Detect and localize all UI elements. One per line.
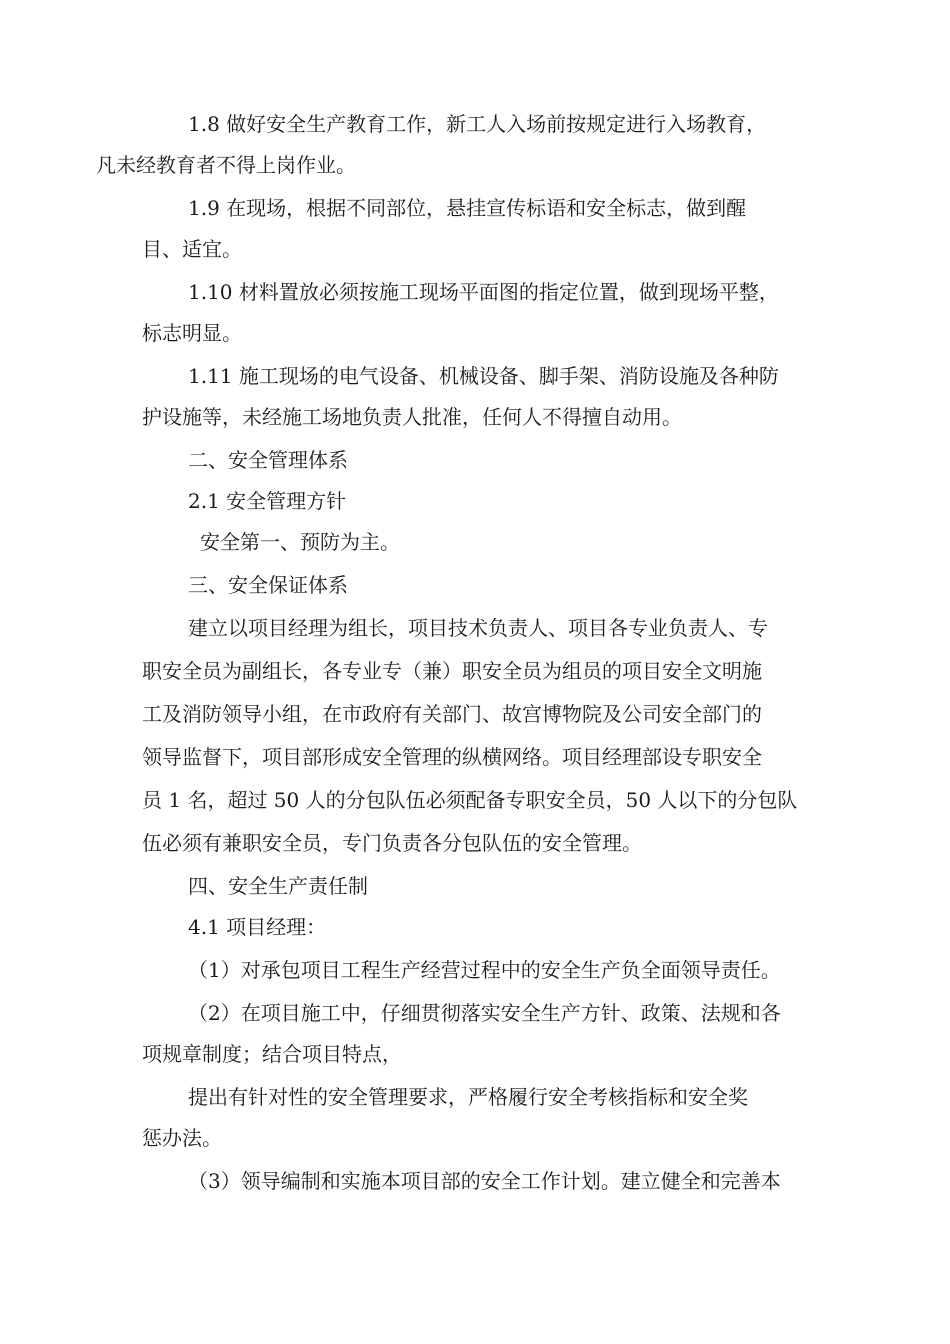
section-heading-3: 三、安全保证体系: [188, 573, 348, 597]
duty-item-2: [142, 993, 822, 1075]
duty-item-2b-line1: 提出有针对性的安全管理要求，严格履行安全考核指标和安全奖: [188, 1085, 748, 1109]
clause-1-11-line2: 护设施等，未经施工场地负责人批准，任何人不得擅自动用。: [142, 405, 682, 429]
clause-1-8-line1: 1.8 做好安全生产教育工作，新工人入场前按规定进行入场教育，: [188, 112, 767, 136]
para3-line3: 工及消防领导小组，在市政府有关部门、故宫博物院及公司安全部门的: [142, 702, 762, 726]
clause-1-10: [142, 272, 822, 354]
clause-1-11: [142, 356, 822, 438]
duty-item-2-line2: 项规章制度；结合项目特点，: [142, 1042, 402, 1066]
duty-item-3: （3）领导编制和实施本项目部的安全工作计划。建立健全和完善本: [188, 1169, 781, 1193]
clause-1-9-line2: 目、适宜。: [142, 237, 242, 261]
para3-line6: 伍必须有兼职安全员，专门负责各分包队伍的安全管理。: [142, 831, 642, 855]
clause-1-10-line2: 标志明显。: [142, 321, 242, 345]
safety-policy: 安全第一、预防为主。: [200, 530, 400, 554]
subsection-4-1: 4.1 项目经理：: [188, 915, 327, 939]
clause-1-9-line1: 1.9 在现场，根据不同部位，悬挂宣传标语和安全标志，做到醒: [188, 196, 747, 220]
para3-line5: 员 1 名，超过 50 人的分包队伍必须配备专职安全员，50 人以下的分包队: [142, 788, 798, 812]
clause-1-8-line2: 凡未经教育者不得上岗作业。: [96, 153, 356, 177]
clause-1-9: [142, 188, 822, 270]
clause-1-11-line1: 1.11 施工现场的电气设备、机械设备、脚手架、消防设施及各种防: [188, 364, 779, 388]
para3-line4: 领导监督下，项目部形成安全管理的纵横网络。项目经理部设专职安全: [142, 745, 762, 769]
duty-item-2-line1: （2）在项目施工中，仔细贯彻落实安全生产方针、政策、法规和各: [188, 1001, 781, 1025]
section-heading-4: 四、安全生产责任制: [188, 874, 368, 898]
subsection-2-1: 2.1 安全管理方针: [188, 489, 347, 513]
duty-item-2-continued: [142, 1077, 822, 1159]
para3-line1: 建立以项目经理为组长，项目技术负责人、项目各专业负责人、专: [188, 616, 768, 640]
clause-1-8: [96, 104, 822, 186]
duty-item-2b-line2: 惩办法。: [142, 1126, 222, 1150]
para3-line2: 职安全员为副组长，各专业专（兼）职安全员为组员的项目安全文明施: [142, 659, 762, 683]
duty-item-1: （1）对承包项目工程生产经营过程中的安全生产负全面领导责任。: [188, 958, 781, 982]
section-heading-2: 二、安全管理体系: [188, 448, 348, 472]
clause-1-10-line1: 1.10 材料置放必须按施工现场平面图的指定位置，做到现场平整，: [188, 280, 779, 304]
safety-system-paragraph: [142, 608, 822, 864]
document-body: [96, 104, 822, 1202]
